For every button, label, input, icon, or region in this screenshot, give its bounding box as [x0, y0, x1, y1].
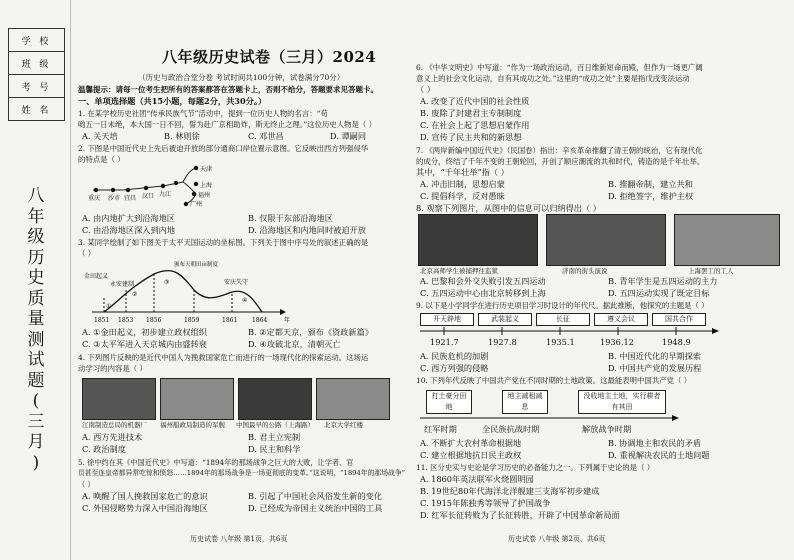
- q9-option-b: B. 中国近代化的早期探索: [608, 351, 702, 361]
- q1-option-d: D. 谭嗣同: [330, 131, 367, 141]
- graph-label-tianchao: 颁布天朝田亩制度: [174, 262, 219, 268]
- land-policy-box: 地主减租减息: [502, 390, 548, 414]
- q3-line: （ ）: [78, 249, 96, 258]
- q10-line: 10. 下列年代反映了中国共产党在不同时期的土地政策。这最能表明中国共产党（ ）: [416, 376, 692, 385]
- left-page-footer: 历史试卷 八年级 第1页，共6页: [190, 535, 288, 543]
- q10-option-a: A. 不断扩大农村革命根据地: [420, 438, 522, 448]
- q4-line: 4. 下列图片反映的是近代中国人为挽救国家危亡而进行的一场现代化的探索运动。这场运: [78, 353, 369, 362]
- timeline-year: 1948.9: [662, 337, 691, 347]
- q1-line: 1. 在某学校历史社团“传承民族气节”活动中，提到一位历史人物的名言：“苟: [78, 109, 328, 118]
- timeline-event: 开天辟地: [420, 313, 474, 326]
- timeline-event: 武装起义: [478, 313, 532, 326]
- q6-line: 6. 《中华文明史》中写道：“作为一场政治运动，百日维新短命而殿，但作为一场更广阔: [416, 63, 703, 72]
- vtitle-char: 历: [27, 247, 45, 268]
- q11-option-d: D. 红军长征转败为了长征转胜，开辟了中国革命新局面: [420, 510, 620, 520]
- period-label: 解放战争时期: [582, 424, 632, 434]
- q6-option-c: C. 在社会上起了思想启蒙作用: [420, 120, 530, 130]
- graph-year: 1861: [222, 317, 238, 324]
- land-policy-box: 没收地主土地，实行耕者有其田: [578, 390, 666, 414]
- photo-jinan-speech: [546, 214, 666, 266]
- timeline-event: 长征: [536, 313, 590, 326]
- q2-option-a: A. 由内地扩大到沿海地区: [82, 213, 175, 223]
- taiping-coordinate-graph: [84, 256, 294, 324]
- q11-option-c: C. 1915年陈独秀等领导了护国战争: [420, 498, 551, 508]
- photo-fuzhou-warship: [160, 378, 234, 420]
- q5-line: （ ）: [78, 480, 95, 489]
- q7-option-b: B. 推翻帝制，建立共和: [608, 179, 693, 189]
- map-label-jiujiang: 九江: [159, 191, 172, 198]
- q6-option-b: B. 废除了封建君主专制制度: [420, 108, 522, 118]
- graph-marker-2: ②: [132, 291, 138, 298]
- photo-caption: 中国最早的公路（上海路）: [236, 421, 314, 429]
- q8-line: 8. 观察下列图片，从图中的信息可以归纳得出（ ）: [416, 203, 601, 213]
- q7-line: 其中，“千年壮举”指（ ）: [416, 167, 509, 177]
- name-field: 姓 名: [21, 105, 52, 116]
- graph-marker-3: ③: [164, 279, 170, 286]
- q4-option-a: A. 西方先进技术: [82, 432, 143, 442]
- treaty-ports-map: [88, 164, 228, 208]
- vtitle-char: 试: [27, 350, 45, 370]
- q2-option-d: D. 沿海地区和内地同时被迫开放: [248, 225, 366, 235]
- q5-line: 员甚至连皇帝都异常吃惊和愤怒……1894年的那场战争是一场更彻底的变革。”这说明，“1894年的那场战争”: [78, 469, 406, 477]
- vtitle-char: 级: [27, 227, 45, 247]
- policy-axis: [420, 414, 680, 422]
- graph-year: 1864: [252, 317, 268, 324]
- q8-option-b: B. 青年学生是五四运动的主力: [608, 276, 718, 286]
- graph-marker-1: ①: [106, 303, 112, 310]
- q10-option-d: D. 重视解决农民的土地问题: [608, 450, 710, 460]
- q6-option-a: A. 改变了近代中国的社会性质: [420, 96, 530, 106]
- q4-option-b: B. 君主立宪制: [248, 432, 301, 442]
- map-label-guangzhou: 广州: [190, 201, 203, 208]
- map-label-chongqing: 重庆: [88, 195, 101, 202]
- student-info-table: [8, 28, 65, 121]
- graph-year: 1851: [94, 317, 110, 324]
- graph-label-yongan: 永安建制: [110, 281, 135, 288]
- map-label-tianjin: 天津: [200, 166, 213, 173]
- period-label: 红军时期: [424, 424, 457, 434]
- exam-number-field: 考 号: [9, 75, 64, 98]
- photo-caption: 上海罢工的工人: [688, 267, 734, 275]
- photo-caption: 北京大学红楼: [324, 421, 363, 429]
- q4-option-d: D. 民主和科学: [248, 444, 301, 454]
- photo-caption: 江南制造总局的机器厂: [82, 421, 147, 429]
- photo-jiangnan-arsenal: [82, 378, 156, 420]
- vtitle-char: 年: [27, 206, 45, 227]
- graph-label-anqing: 安庆失守: [224, 279, 249, 286]
- q8-option-a: A. 巴黎和会外交失败引发五四运动: [420, 276, 546, 286]
- q5-option-b: B. 引起了中国社会风俗发生新的变化: [248, 491, 383, 501]
- q5-option-c: C. 外国侵略势力深入中国沿海地区: [82, 503, 208, 513]
- vtitle-char: (: [32, 391, 40, 411]
- q9-option-d: D. 中国共产党的发展历程: [608, 363, 702, 373]
- photo-shanghai-strike: [674, 214, 780, 266]
- q7-option-a: A. 冲击旧制，思想启蒙: [420, 179, 505, 189]
- q11-option-b: B. 19世纪80年代海洋北洋舰建三支海军初步建成: [420, 486, 600, 496]
- q4-option-c: C. 政治制度: [82, 444, 126, 454]
- q6-line: （ ）: [416, 84, 435, 94]
- map-label-fuzhou: 福州: [198, 192, 211, 199]
- vertical-exam-title: [22, 186, 50, 473]
- exam-title: 八年级历史试卷（三月）2024: [162, 48, 377, 66]
- exam-subtitle: （历史与政治合堂分卷 考试时间共100分钟，试卷满分70分）: [138, 73, 345, 82]
- vtitle-char: 质: [27, 288, 45, 309]
- q7-option-d: D. 拒绝签字，维护主权: [608, 191, 694, 201]
- timeline-year: 1921.7: [430, 337, 459, 347]
- vtitle-char: 测: [27, 329, 45, 350]
- q1-line: 哟五一日未绝，本大国一日不回，誓为赴广京相助炸，斯无终止之理。”这位历史人物是（ ）: [78, 120, 377, 129]
- land-policy-box: 打土豪分田地: [426, 390, 472, 414]
- school-field: 学 校: [9, 29, 64, 52]
- q1-option-a: A. 关天培: [82, 131, 118, 141]
- q4-line: 动学习的内容是（ ）: [78, 364, 147, 373]
- notice: 温馨提示：请每一位考生把所有的答案都答在答题卡上，否则不给分，答题要求见答题卡。: [78, 85, 378, 94]
- q6-option-d: D. 宣传了民主共和的新思想: [420, 132, 522, 142]
- q7-option-c: C. 提倡科学，反对愚昧: [420, 191, 505, 201]
- q2-option-c: C. 由沿海地区深入到内地: [82, 225, 176, 235]
- q10-option-c: C. 建立根据地抗日民主政权: [420, 450, 522, 460]
- q2-option-b: B. 仅限于东部沿海地区: [248, 213, 333, 223]
- photo-caption: 北京高师学生被捕押往监狱: [420, 267, 498, 275]
- vtitle-char: 史: [27, 268, 45, 288]
- period-label: 全民族抗战时期: [482, 424, 540, 434]
- q5-option-a: A. 唤醒了国人挽救国家危亡的意识: [82, 491, 208, 501]
- right-page: [412, 0, 784, 560]
- q9-option-c: C. 西方列强的侵略: [420, 363, 489, 373]
- q10-option-b: B. 协调地主和农民的矛盾: [608, 438, 702, 448]
- timeline-event: 遵义会议: [594, 313, 648, 326]
- timeline-year: 1935.1: [546, 337, 575, 347]
- graph-year: 1859: [184, 317, 200, 324]
- graph-year: 1856: [146, 317, 162, 324]
- q9-line: 9. 以下是小学同学在进行历史项目学习时设计的年代尺。据此推断，他探究的主题是（ ）: [416, 301, 709, 310]
- map-label-yichang: 宜昌: [124, 195, 137, 202]
- q3-option-d: D. ④攻破北京，清朝灭亡: [248, 339, 341, 349]
- photo-peking-university: [316, 378, 390, 420]
- q8-option-d: D. 五四运动实现了既定目标: [608, 288, 710, 298]
- class-field: 班 级: [9, 52, 64, 75]
- vtitle-char: 题: [27, 370, 45, 391]
- left-page: [78, 0, 408, 560]
- timeline-event: 国共合作: [652, 313, 706, 326]
- q9-option-a: A. 民族危机的加剧: [420, 351, 489, 361]
- vtitle-char: ): [32, 452, 40, 473]
- graph-marker-4: ④: [242, 297, 248, 304]
- q6-line: 意义上的社会文化运动，自有其成功之处。”这里的“成功之处”主要是指戊戌变法运动: [416, 74, 690, 83]
- timeline-year: 1936.12: [600, 337, 634, 347]
- vtitle-char: 八: [27, 186, 45, 206]
- map-label-shanghai: 上海: [200, 182, 213, 189]
- section-1-heading: 一、单项选择题（共15小题，每题2分，共30分。）: [78, 96, 267, 106]
- vtitle-char: 三: [27, 411, 45, 432]
- timeline-axis: [420, 326, 720, 336]
- q11-option-a: A. 1860年英法联军火烧圆明园: [420, 474, 534, 484]
- photo-caption: 福州船政局制造的军舰: [160, 421, 225, 429]
- q5-line: 5. 徐中约在其《中国近代史》中写道：“1894年的那场战争之巨大的大败，让学者、官: [78, 458, 354, 467]
- q7-line: 的成分，终结了千年不变的王朝轮回，开创了顺应潮流的共和时代，铸造的是千年壮举。: [416, 157, 705, 166]
- q2-line: 2. 下图是中国近代史上先后被迫开放的部分通商口岸位置示意图。它反映出西方列强侵华: [78, 144, 369, 153]
- q3-line: 3. 某同学绘制了如下图关于太平天国运动的坐标图。下列关于图中序号处的叙述正确的是: [78, 238, 369, 247]
- binding-margin: [0, 0, 71, 560]
- right-page-footer: 历史试卷 八年级 第2页，共6页: [508, 535, 606, 543]
- q3-option-c: C. ③太平军进入天京城内由盛转衰: [82, 339, 207, 349]
- photo-students-arrested: [418, 214, 538, 266]
- photo-early-road: [238, 378, 312, 420]
- map-label-hankou: 汉口: [142, 193, 155, 200]
- q11-line: 11. 区分史实与史论是学习历史的必备能力之一。下列属于史论的是（ ）: [416, 463, 655, 472]
- vtitle-char: 量: [27, 309, 45, 329]
- map-label-shashi: 沙市: [108, 195, 121, 202]
- q3-option-b: B. ②定都天京，颁布《资政新篇》: [248, 327, 373, 337]
- vtitle-char: 月: [27, 432, 45, 452]
- q5-option-d: D. 已经成为帝国主义统治中国的工具: [248, 503, 383, 513]
- timeline-year: 1927.8: [488, 337, 517, 347]
- q2-line: 的特点是（ ）: [78, 155, 125, 164]
- q8-option-c: C. 五四运动中心由北京转移到上海: [420, 288, 546, 298]
- q7-line: 7. 《两岸新编中国近代史》（民国卷）指出：辛亥革命推翻了清王朝的统治，它有现代化: [416, 146, 703, 155]
- graph-year: 1853: [118, 317, 134, 324]
- q1-option-c: C. 邓世昌: [248, 131, 284, 141]
- graph-axis-unit: 年: [284, 317, 291, 324]
- photo-caption: 济南的街头演说: [562, 267, 608, 275]
- graph-label-jintian: 金田起义: [84, 273, 109, 280]
- q3-option-a: A. ①金田起义，初步建立政权组织: [82, 327, 207, 337]
- q1-option-b: B. 林则徐: [164, 131, 200, 141]
